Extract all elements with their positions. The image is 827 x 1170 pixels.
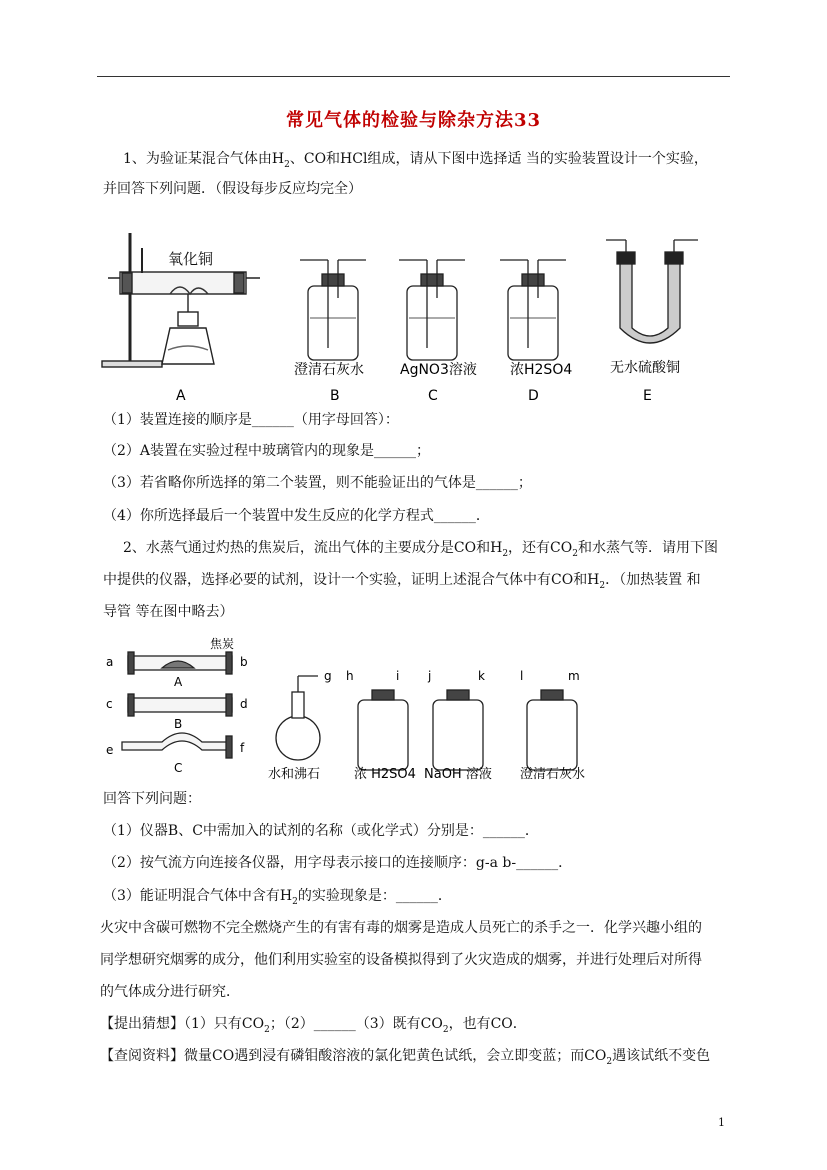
port-d: d <box>240 697 248 711</box>
bottle-l-label: 澄清石灰水 <box>520 767 586 782</box>
q1-apparatus-figure <box>100 228 740 406</box>
label-C-reagent: AgNO3溶液 <box>400 362 477 378</box>
port-a: a <box>106 655 114 669</box>
q2-line2: 中提供的仪器，选择必要的试剂，设计一个实验，证明上述混合气体中有CO和$H_2$．（加热装置 和 <box>103 572 701 591</box>
q3-para-1: 火灾中含碳可燃物不完全燃烧产生的有害有毒的烟雾是造成人员死亡的杀手之一．化学兴趣小组的 <box>100 920 702 936</box>
q3-info: 【查阅资料】微量CO遇到浸有磷钼酸溶液的氯化钯黄色试纸，会立即变蓝；而$CO_2$遇该试纸不变色 <box>100 1048 711 1067</box>
page-title: 常见气体的检验与除杂方法33 <box>285 110 542 131</box>
q2-item-1: （1）仪器B、C中需加入的试剂的名称（或化学式）分别是：______． <box>103 823 539 839</box>
q1-stem-line2: 并回答下列问题．（假设每步反应均完全） <box>103 181 362 197</box>
tube-C <box>122 733 230 750</box>
bottle-j-label: NaOH 溶液 <box>424 767 492 782</box>
bottle-B <box>300 260 366 360</box>
q2-line1: 2、水蒸气通过灼热的焦炭后，流出气体的主要成分是CO和$H_2$，还有$CO_2$和水蒸气等．请用下图 <box>123 540 718 559</box>
tube-B-letter: B <box>174 717 183 731</box>
tube-A-letter: A <box>174 675 183 689</box>
flask-label: 水和沸石 <box>268 767 321 782</box>
port-b: b <box>240 655 248 669</box>
u-tube-E <box>606 240 698 343</box>
q3-para-2: 同学想研究烟雾的成分，他们利用实验室的设备模拟得到了火灾造成的烟雾，并进行处理后对所得 <box>100 952 702 968</box>
q2-answer-head: 回答下列问题： <box>103 791 201 807</box>
port-e: e <box>106 743 114 757</box>
q2-line3: 导管 等在图中略去） <box>103 604 234 620</box>
bottle-l-m <box>527 700 577 770</box>
letter-D: D <box>528 388 539 404</box>
port-l: l <box>520 669 524 683</box>
bottle-D <box>500 260 566 360</box>
label-E-reagent: 无水硫酸铜 <box>610 360 680 376</box>
bottle-h-i <box>358 700 408 770</box>
letter-B: B <box>330 388 340 404</box>
bottle-C <box>399 260 465 360</box>
q3-para-3: 的气体成分进行研究． <box>100 984 240 1000</box>
cuo-label: 氧化铜 <box>168 250 214 268</box>
q1-item-2: （2）A装置在实验过程中玻璃管内的现象是______； <box>103 443 431 459</box>
port-m: m <box>568 669 580 683</box>
bottle-h-label: 浓 H2SO4 <box>354 767 416 782</box>
tube-B <box>128 698 232 712</box>
flask <box>276 716 320 760</box>
q2-item-2: （2）按气流方向连接各仪器，用字母表示接口的连接顺序：g-a b-______． <box>103 855 573 871</box>
label-D-reagent: 浓H2SO4 <box>510 362 573 378</box>
coke-label: 焦炭 <box>210 637 235 651</box>
tube-C-letter: C <box>174 761 183 775</box>
q1-item-3: （3）若省略你所选择的第二个装置，则不能验证出的气体是______； <box>103 475 532 491</box>
q2-item-3: （3）能证明混合气体中含有$H_2$的实验现象是：______． <box>103 888 452 907</box>
q1-stem: 1、为验证某混合气体由$H_2$、CO和HCl组成，请从下图中选择适 当的实验装置设计一个实验， <box>123 151 708 170</box>
port-g: g <box>324 669 332 683</box>
q3-guess: 【提出猜想】（1）只有$CO_2$；（2）______（3）既有$CO_2$，也有CO． <box>100 1016 527 1035</box>
letter-E: E <box>643 388 652 404</box>
port-h: h <box>346 669 354 683</box>
port-k: k <box>478 669 485 683</box>
port-c: c <box>106 697 113 711</box>
q1-item-4: （4）你所选择最后一个装置中发生反应的化学方程式______． <box>103 508 490 524</box>
port-f: f <box>240 741 245 755</box>
page-number: 1 <box>718 1116 725 1129</box>
q1-item-1: （1）装置连接的顺序是______（用字母回答）： <box>103 412 399 428</box>
letter-A: A <box>176 388 186 404</box>
bottle-j-k <box>433 700 483 770</box>
q2-apparatus-figure <box>100 632 600 782</box>
letter-C: C <box>428 388 438 404</box>
label-B-reagent: 澄清石灰水 <box>294 362 364 378</box>
header-rule <box>97 76 730 77</box>
port-j: j <box>428 669 432 683</box>
port-i: i <box>396 669 400 683</box>
